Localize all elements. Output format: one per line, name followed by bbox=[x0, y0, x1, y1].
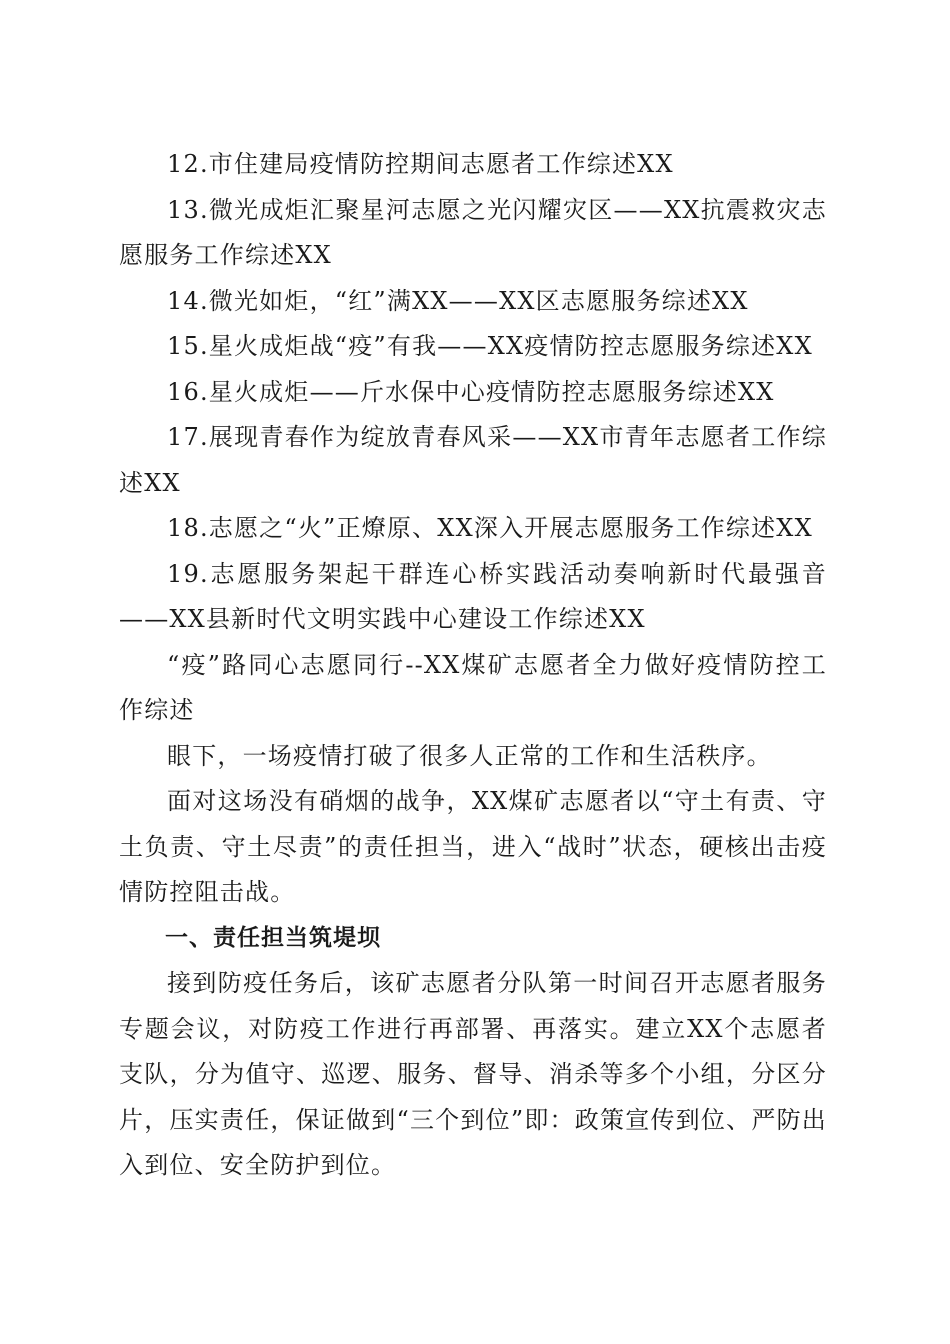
intro-paragraph: 眼下，一场疫情打破了很多人正常的工作和生活秩序。 bbox=[167, 741, 772, 770]
list-item: 15.星火成炬战“疫”有我——XX疫情防控志愿服务综述XX bbox=[167, 332, 813, 360]
list-item: 16.星火成炬——斤水保中心疫情防控志愿服务综述XX bbox=[167, 377, 775, 406]
intro-paragraph: 面对这场没有硝烟的战争，XX煤矿志愿者以“守土有责、守土负责、守土尽责”的责任担当，进入“战时”状态，硬核出击疫情防控阻击战。 bbox=[119, 787, 827, 906]
list-item: 12.市住建局疫情防控期间志愿者工作综述XX bbox=[167, 150, 674, 178]
document-body bbox=[119, 142, 827, 1189]
list-item: 18.志愿之“火”正燎原、XX深入开展志愿服务工作综述XX bbox=[167, 514, 813, 542]
section-heading: 一、责任担当筑堤坝 bbox=[165, 924, 381, 951]
section-paragraph: 接到防疫任务后，该矿志愿者分队第一时间召开志愿者服务专题会议，对防疫工作进行再部署、再落实。建立XX个志愿者支队，分为值守、巡逻、服务、督导、消杀等多个小组，分区分片，压实责任，保证做到“三个到位”即：政策宣传到位、严防出入到位、安全防护到位。 bbox=[119, 969, 827, 1179]
list-item: 17.展现青春作为绽放青春风采——XX市青年志愿者工作综述XX bbox=[119, 423, 827, 497]
list-item: 14.微光如炬，“红”满XX——XX区志愿服务综述XX bbox=[167, 286, 749, 315]
list-item: 13.微光成炬汇聚星河志愿之光闪耀灾区——XX抗震救灾志愿服务工作综述XX bbox=[119, 195, 827, 269]
list-item: 19.志愿服务架起干群连心桥实践活动奏响新时代最强音——XX县新时代文明实践中心建设工作综述XX bbox=[119, 559, 827, 633]
article-title: “疫”路同心志愿同行--XX煤矿志愿者全力做好疫情防控工作综述 bbox=[119, 650, 827, 724]
